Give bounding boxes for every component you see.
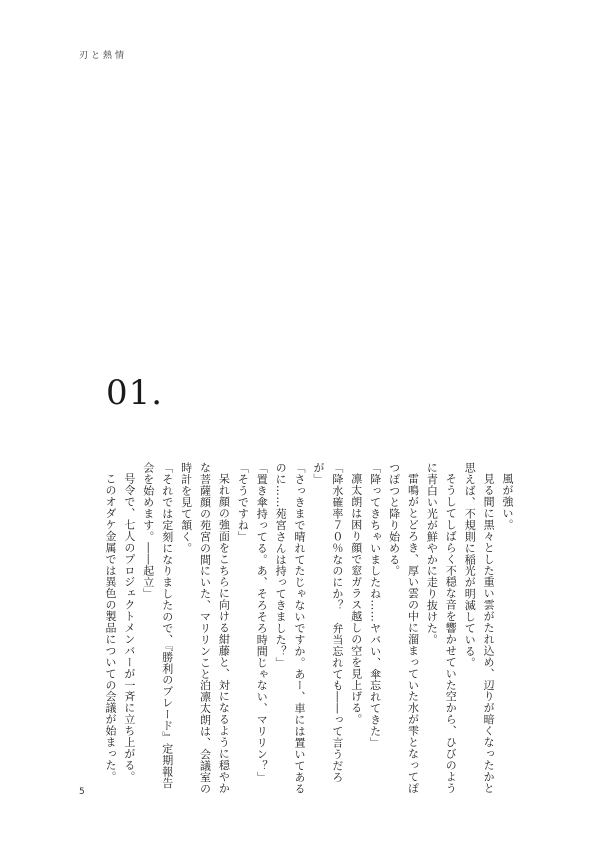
paragraph: そうしてしばらく不穏な音を響かせていた空から、ひびのように青白い光が鮮やかに走り抜けた。 <box>425 462 458 794</box>
dialogue-line: 「置き傘持ってる。あ、そろそろ時間じゃない、マリリン？」 <box>255 462 269 783</box>
paragraph: 号令で、七人のプロジェクトメンバーが一斉に立ち上がる。 <box>122 473 136 783</box>
page-number: 5 <box>79 787 85 797</box>
paragraph: 呆れ顔の強面をこちらに向ける紺藤と、対になるように穏やかな菩薩顔の苑宮の間にいた、マリリンこと泊凛太朗は、会議室の時計を見て頷く。 <box>179 462 231 795</box>
dialogue-line: 「降ってきちゃいましたね……ヤバい、傘忘れてきた」 <box>368 462 382 749</box>
paragraph: 風が強い。 <box>501 473 514 531</box>
dialogue-line: 「そうですね」 <box>236 462 250 543</box>
chapter-number: 01. <box>106 373 164 413</box>
paragraph: 見る間に黒々とした重い雲がたれ込め、辺りが暗くなったかと思えば、不規則に稲光が明滅している。 <box>463 462 496 794</box>
running-head: 刃と熱情 <box>79 51 128 61</box>
paragraph: 凛太朗は困り顔で窓ガラス越しの空を見上げる。 <box>349 473 363 725</box>
dialogue-line: 「それでは定刻になりましたので、『勝利のブレード』定期報告会を始めます。――起立」 <box>141 462 174 789</box>
body-text <box>100 462 516 796</box>
dialogue-line: 「さっきまで晴れてたじゃないですか。あー、車には置いてあるのに……苑宮さんは持ってきました？」 <box>274 462 307 795</box>
paragraph: 雷鳴がとどろき、厚い雲の中に溜まっていた水が雫となってぽつぽつと降り始める。 <box>387 462 420 794</box>
paragraph: このオダケ金属では異色の製品についての会議が始まった。 <box>103 473 117 783</box>
dialogue-line: 「降水確率７０％なのにか？ 弁当忘れても――って言うだろが」 <box>311 462 344 783</box>
